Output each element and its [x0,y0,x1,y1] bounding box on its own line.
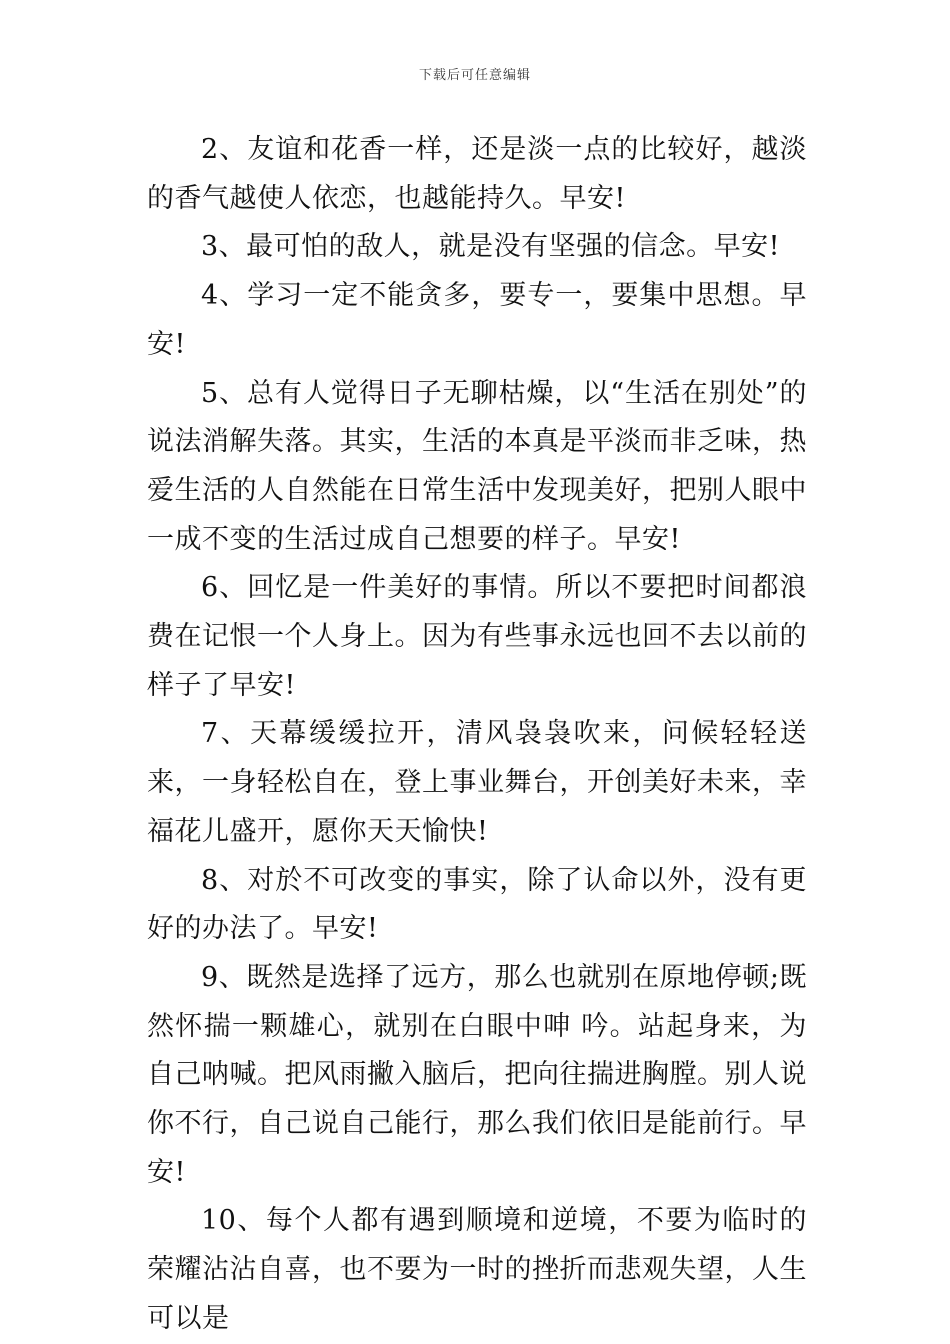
paragraph-7: 7、天幕缓缓拉开，清风袅袅吹来，问候轻轻送来，一身轻松自在，登上事业舞台，开创美好未来，幸福花儿盛开，愿你天天愉快! [147,718,807,847]
paragraph-8: 8、对於不可改变的事实，除了认命以外，没有更好的办法了。早安! [147,864,807,945]
paragraph-5: 5、总有人觉得日子无聊枯燥，以“生活在别处”的说法消解失落。其实，生活的本真是平淡而非乏味，热爱生活的人自然能在日常生活中发现美好，把别人眼中一成不变的生活过成自己想要的样子。早安! [147,377,807,555]
paragraph-9: 9、既然是选择了远方，那么也就别在原地停顿;既然怀揣一颗雄心，就别在白眼中呻 吟。站起身来，为自己呐喊。把风雨撇入脑后，把向往揣进胸膛。别人说你不行，自己说自己能行，那么我们依旧是能前行。早安! [147,961,807,1188]
document-body [147,126,807,1344]
paragraph-10: 10、每个人都有遇到顺境和逆境，不要为临时的荣耀沾沾自喜，也不要为一时的挫折而悲观失望，人生可以是 [147,1205,807,1334]
paragraph-2: 2、友谊和花香一样，还是淡一点的比较好，越淡的香气越使人依恋，也越能持久。早安! [147,134,807,214]
paragraph-3: 3、最可怕的敌人，就是没有坚强的信念。早安! [201,231,781,263]
paragraph-4: 4、学习一定不能贪多，要专一，要集中思想。早安! [147,280,807,360]
paragraph-6: 6、回忆是一件美好的事情。所以不要把时间都浪费在记恨一个人身上。因为有些事永远也回不去以前的样子了早安! [147,572,807,701]
page-header: 下载后可任意编辑 [418,68,531,83]
